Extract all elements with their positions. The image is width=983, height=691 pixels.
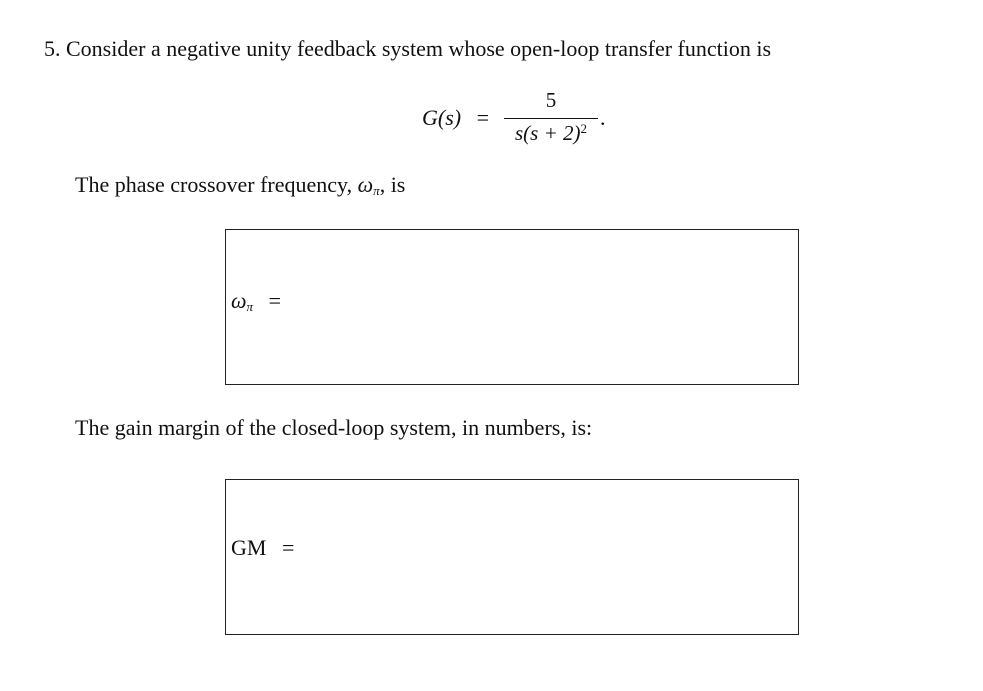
question-number: 5.: [44, 36, 61, 61]
phase-prompt-subscript: π: [373, 183, 380, 198]
phase-prompt-prefix: The phase crossover frequency,: [75, 172, 353, 197]
omega-symbol: ω: [231, 288, 247, 313]
gm-equals: =: [281, 535, 295, 560]
question-body: Consider a negative unity feedback system whose open-loop transfer function is: [66, 36, 772, 61]
fraction-bar: [504, 118, 598, 119]
equation-lhs-text: G(s): [422, 105, 462, 130]
denominator-base: s(s + 2): [514, 121, 581, 145]
question-text: [44, 36, 771, 62]
equation-period: .: [600, 105, 606, 130]
phase-prompt-suffix: , is: [379, 172, 406, 197]
equation-lhs: [422, 105, 489, 131]
denominator-exponent: 2: [580, 121, 587, 136]
omega-answer-label: [231, 288, 281, 314]
phase-prompt-omega: ω: [357, 172, 374, 197]
gm-text: GM: [231, 535, 267, 560]
omega-subscript: π: [246, 299, 254, 314]
omega-answer-box[interactable]: [225, 229, 799, 385]
omega-equals: =: [268, 288, 281, 313]
fraction-denominator: [504, 121, 598, 146]
phase-crossover-prompt: [75, 172, 405, 198]
gm-answer-label: [231, 535, 294, 561]
equation-equals: =: [476, 105, 490, 130]
gm-answer-box[interactable]: [225, 479, 799, 635]
gain-margin-prompt: The gain margin of the closed-loop system, in numbers, is:: [75, 415, 593, 440]
fraction-numerator: 5: [545, 88, 557, 112]
